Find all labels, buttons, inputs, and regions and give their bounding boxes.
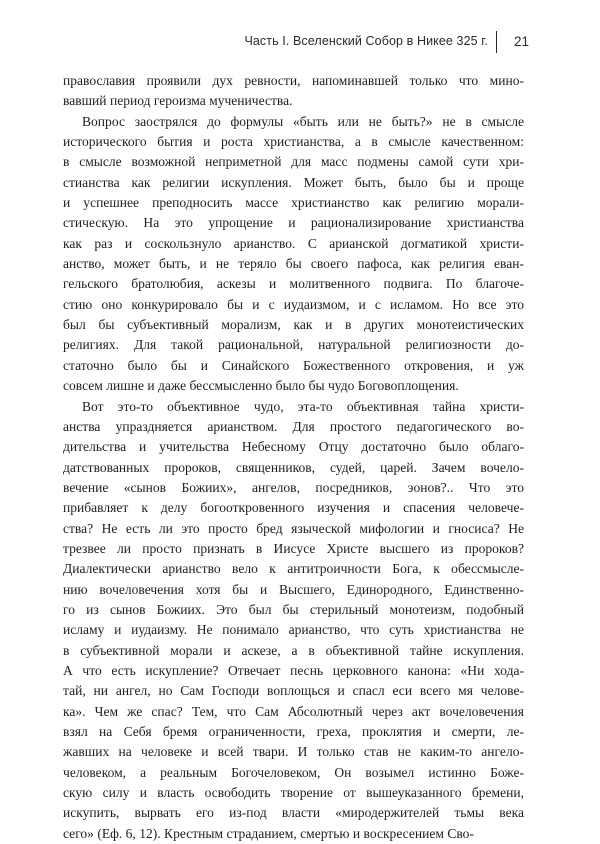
running-header: [0, 31, 600, 55]
text-line: Диалектически арианство вело к антитроичности Бога, к обессмысле-: [63, 559, 524, 579]
text-line: совсем лишне и даже бессмысленно было бы чудо Боговоплощения.: [63, 376, 524, 396]
text-line: ка». Чем же спас? Тем, что Сам Абсолютный через акт вочеловечения: [63, 702, 524, 722]
text-line: жавших на человеке и всей твари. И только став не каким-то ангело-: [63, 742, 524, 762]
running-title: Часть I. Вселенский Собор в Никее 325 г.: [244, 34, 488, 48]
paragraph: [63, 397, 524, 844]
text-line: анство, может быть, и не теряло бы своего пафоса, как религия еван-: [63, 254, 524, 274]
text-line: вечение «сынов Божиих», ангелов, посредников, эонов?.. Что это: [63, 478, 524, 498]
text-line: Вот это-то объективное чудо, эта-то объективная тайна христи-: [63, 397, 524, 417]
text-line: трезвее ли просто признать в Иисусе Христе высшего из пророков?: [63, 539, 524, 559]
text-line: нию вочеловечения хотя бы и Высшего, Единородного, Единственно-: [63, 580, 524, 600]
text-line: ства? Не есть ли это просто бред языческой мифологии и гносиса? Не: [63, 519, 524, 539]
text-line: православия проявили дух ревности, напоминавшей только что мино-: [63, 71, 524, 91]
text-line: датствованных пророков, священников, судей, царей. Зачем вочело-: [63, 458, 524, 478]
text-line: религиях. Для такой рациональной, натуральной религиозности до-: [63, 335, 524, 355]
text-line: статочно было бы и Синайского Божественного откровения, и уж: [63, 356, 524, 376]
text-line: скую силу и власть освободить творение от вышеуказанного бремени,: [63, 783, 524, 803]
text-line: в субъективной морали и аскезе, а в объективной тайне искупления.: [63, 641, 524, 661]
text-line: прибавляет к делу богооткровенного изучения и спасения человече-: [63, 498, 524, 518]
text-line: человеком, а реальным Богочеловеком, Он возымел истинно Боже-: [63, 763, 524, 783]
text-line: искупить, вырвать его из-под власти «миродержителей тьмы века: [63, 803, 524, 823]
text-line: и успешнее преподносить массе христианство как религию морали-: [63, 193, 524, 213]
paragraph: [63, 71, 524, 112]
text-line: стическую. На это упрощение и рационализирование христианства: [63, 213, 524, 233]
page-number: 21: [514, 34, 529, 49]
text-line: стианства как религии искупления. Может быть, было бы и проще: [63, 173, 524, 193]
text-line: сего» (Еф. 6, 12). Крестным страданием, смертью и воскресением Сво-: [63, 824, 524, 844]
text-line: гельского братолюбия, аскезы и молитвенного подвига. По благоче-: [63, 274, 524, 294]
text-line: стию оно конкурировало бы и с иудаизмом, и с исламом. Но все это: [63, 295, 524, 315]
text-line: был бы субъективный морализм, как и в других монотеистических: [63, 315, 524, 335]
text-line: анства упраздняется арианством. Для простого педагогического во-: [63, 417, 524, 437]
text-line: исламу и иудаизму. Не понимало арианство, что суть христианства не: [63, 620, 524, 640]
body-text: [63, 71, 524, 844]
text-line: вавший период героизма мученичества.: [63, 91, 524, 111]
header-divider: [496, 31, 497, 53]
text-line: как раз и соскользнуло арианство. С арианской догматикой христи-: [63, 234, 524, 254]
text-line: А что есть искупление? Отвечает песнь церковного канона: «Ни хода-: [63, 661, 524, 681]
text-line: тай, ни ангел, но Сам Господи воплощься и спасл еси всего мя челове-: [63, 681, 524, 701]
text-line: дительства и учительства Небесному Отцу достаточно было облаго-: [63, 437, 524, 457]
text-line: исторического бытия и роста христианства, а в смысле качественном:: [63, 132, 524, 152]
text-line: Вопрос заострялся до формулы «быть или не быть?» не в смысле: [63, 112, 524, 132]
text-line: го из сынов Божиих. Это был бы стерильный монотеизм, подобный: [63, 600, 524, 620]
text-line: в смысле возможной неприметной для масс подмены самой сути хри-: [63, 152, 524, 172]
text-line: взял на Себя бремя ограниченности, греха, проклятия и смерти, ле-: [63, 722, 524, 742]
paragraph: [63, 112, 524, 397]
